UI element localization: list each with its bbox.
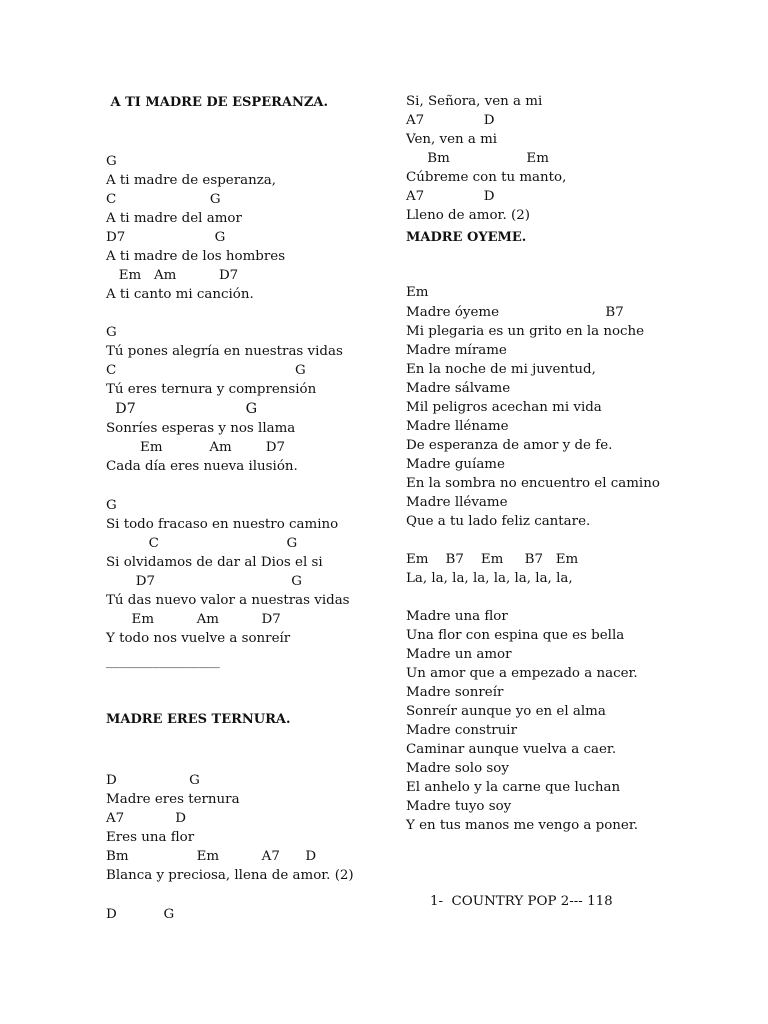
chord-line: Bm Em	[406, 151, 549, 166]
lyric-line: Tú eres ternura y comprensión	[106, 382, 317, 397]
lyric-line: Cada día eres nueva ilusión.	[106, 459, 298, 474]
lyric-line: Madre construir	[406, 723, 517, 738]
lyric-line: Madre sálvame	[406, 381, 511, 396]
chord-line: A7 D	[406, 189, 495, 204]
lyric-line: Y en tus manos me vengo a poner.	[406, 818, 639, 833]
section-divider: _________________	[106, 654, 220, 669]
lyric-line: Madre guíame	[406, 457, 505, 472]
lyric-line: Si olvidamos de dar al Dios el si	[106, 555, 323, 570]
lyric-line: La, la, la, la, la, la, la, la,	[406, 571, 573, 586]
lyric-line: Madre lléname	[406, 419, 509, 434]
chord-line: G	[106, 325, 117, 340]
lyric-line: A ti canto mi canción.	[106, 287, 254, 302]
lyric-line: Madre óyeme B7	[406, 305, 624, 320]
lyric-line: Tú das nuevo valor a nuestras vidas	[106, 593, 350, 608]
lyric-line: Madre un amor	[406, 647, 512, 662]
lyric-line: Madre solo soy	[406, 761, 509, 776]
chord-line: D G	[106, 773, 200, 788]
lyric-line: Madre una flor	[406, 609, 508, 624]
lyric-line: Mi plegaria es un grito en la noche	[406, 324, 645, 339]
lyric-line: Y todo nos vuelve a sonreír	[106, 631, 291, 646]
chord-line: D7 G	[106, 401, 258, 417]
lyric-line: Madre sonreír	[406, 685, 504, 700]
chord-line: D7 G	[106, 230, 226, 245]
lyric-line: Madre mírame	[406, 343, 507, 358]
lyric-line: Cúbreme con tu manto,	[406, 170, 567, 185]
lyric-line: Tú pones alegría en nuestras vidas	[106, 344, 343, 359]
lyric-line: A ti madre del amor	[106, 211, 242, 226]
lyric-line: El anhelo y la carne que luchan	[406, 780, 621, 795]
lyric-line: En la noche de mi juventud,	[406, 362, 596, 377]
song-title: MADRE OYEME.	[406, 230, 527, 245]
chord-line: Em Am D7	[106, 268, 239, 283]
lyric-line: A ti madre de esperanza,	[106, 173, 277, 188]
chord-line: A7 D	[106, 811, 187, 826]
lyric-line: Si todo fracaso en nuestro camino	[106, 517, 339, 532]
chord-line: C G	[106, 536, 298, 551]
lyric-line: Sonríes esperas y nos llama	[106, 421, 296, 436]
lyric-line: Si, Señora, ven a mi	[406, 94, 543, 109]
chord-line: C G	[106, 192, 221, 207]
lyric-line: Madre llévame	[406, 495, 508, 510]
lyric-line: Eres una flor	[106, 830, 195, 845]
page-footer: 1- COUNTRY POP 2--- 118	[430, 894, 613, 909]
song-title: A TI MADRE DE ESPERANZA.	[106, 95, 328, 110]
lyric-line: Que a tu lado feliz cantare.	[406, 514, 591, 529]
lyric-line: Un amor que a empezado a nacer.	[406, 666, 638, 681]
lyric-line: Sonreír aunque yo en el alma	[406, 704, 606, 719]
chord-line: Bm Em A7 D	[106, 849, 317, 864]
lyric-line: Madre eres ternura	[106, 792, 240, 807]
lyric-line: En la sombra no encuentro el camino	[406, 476, 660, 491]
song-title: MADRE ERES TERNURA.	[106, 712, 291, 727]
lyric-line: Blanca y preciosa, llena de amor. (2)	[106, 868, 354, 883]
lyric-line: A ti madre de los hombres	[106, 249, 286, 264]
chord-line: Em B7 Em B7 Em	[406, 552, 579, 567]
lyric-line: Madre tuyo soy	[406, 799, 512, 814]
lyric-line: Ven, ven a mi	[406, 132, 498, 147]
chord-line: G	[106, 154, 117, 169]
chord-line: C G	[106, 363, 306, 378]
chord-line: A7 D	[406, 113, 495, 128]
chord-line: Em Am D7	[106, 612, 281, 627]
lyric-line: Mil peligros acechan mi vida	[406, 400, 602, 415]
chord-line: D G	[106, 907, 175, 922]
lyric-line: Una flor con espina que es bella	[406, 628, 625, 643]
lyric-line: Caminar aunque vuelva a caer.	[406, 742, 617, 757]
chord-line: G	[106, 498, 117, 513]
chord-line: Em	[406, 285, 429, 300]
lyric-line: De esperanza de amor y de fe.	[406, 438, 613, 453]
chord-line: D7 G	[106, 574, 302, 589]
lyric-line: Lleno de amor. (2)	[406, 208, 530, 223]
chord-line: Em Am D7	[106, 440, 286, 455]
